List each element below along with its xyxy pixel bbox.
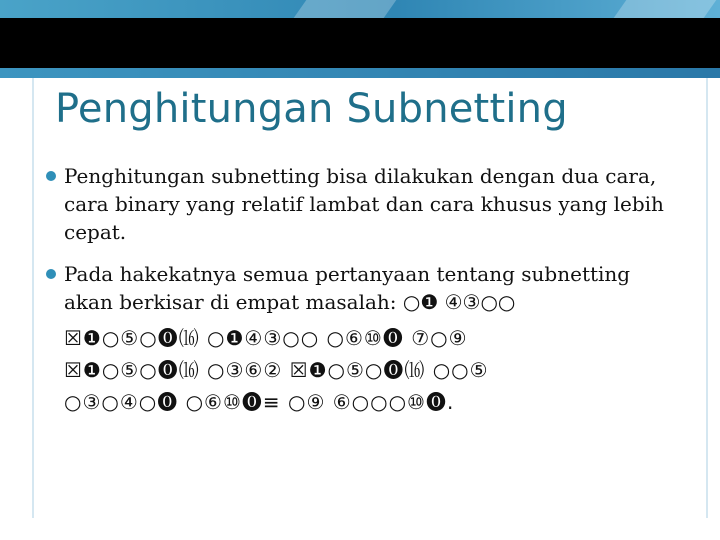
symbol-block (46, 322, 686, 418)
bullet-line: akan berkisar di empat masalah: ○❶ ④③○○ (64, 290, 516, 314)
symbol-line: ☒❶○⑤○⓿⒃ ○③⑥② ☒❶○⑤○⓿⒃ ○○⑤ (64, 358, 489, 382)
page-title: Penghitungan Subnetting (55, 86, 568, 132)
accent-stripe (614, 0, 717, 18)
slide-content (46, 162, 686, 418)
bullet-item (46, 162, 686, 246)
left-rule (32, 78, 34, 518)
bullet-dot-icon (46, 171, 56, 181)
header-bar (0, 18, 720, 68)
right-rule (706, 78, 708, 518)
symbol-line: ☒❶○⑤○⓿⒃ ○❶④③○○ ○⑥⑩⓿ ⑦○⑨ (64, 326, 468, 350)
accent-stripe (294, 0, 397, 18)
bullet-line: Pada hakekatnya semua pertanyaan tentang subnetting (64, 262, 631, 286)
bullet-line: cepat. (64, 220, 127, 244)
bullet-item (46, 260, 686, 316)
bullet-dot-icon (46, 269, 56, 279)
top-accent-bar (0, 0, 720, 18)
subheader-bar (0, 68, 720, 78)
bullet-line: Penghitungan subnetting bisa dilakukan dengan dua cara, (64, 164, 657, 188)
bullet-line: cara binary yang relatif lambat dan cara khusus yang lebih (64, 192, 664, 216)
symbol-line: ○③○④○⓿ ○⑥⑩⓿≡ ○⑨ ⑥○○○⑩⓿. (64, 390, 455, 414)
